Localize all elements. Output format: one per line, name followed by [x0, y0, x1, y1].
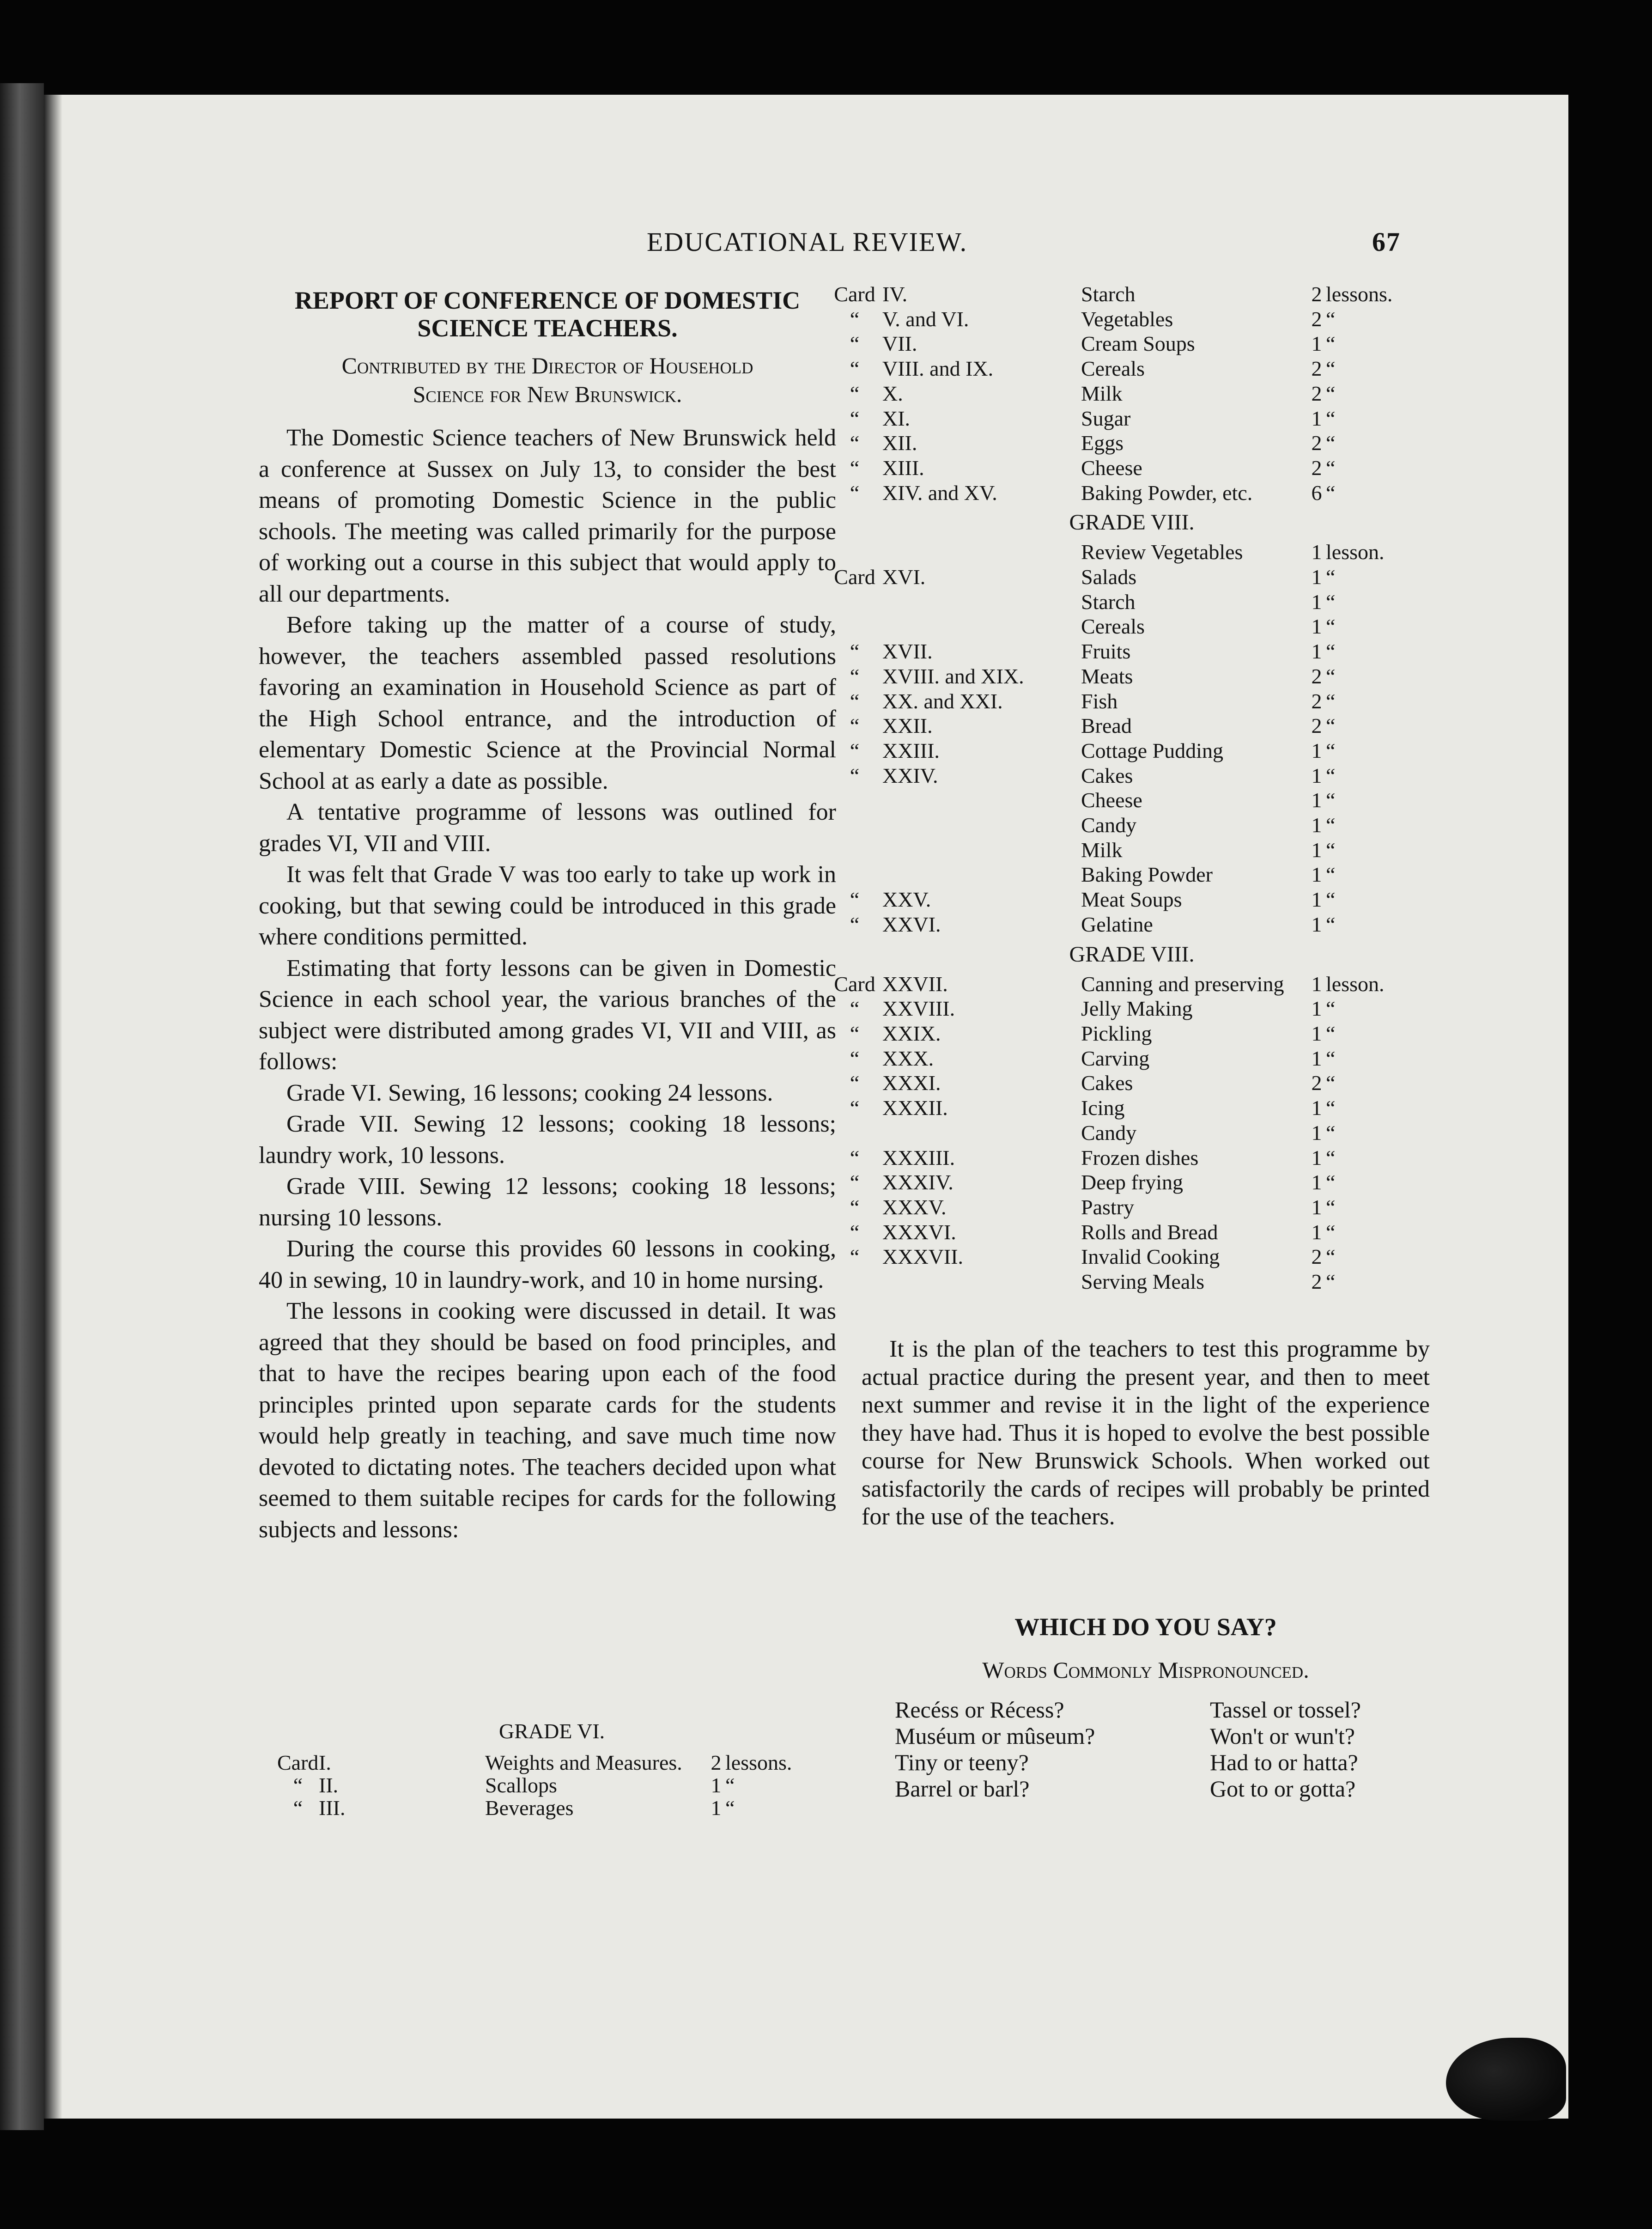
card-label: “	[850, 1046, 860, 1070]
card-label: “	[850, 997, 860, 1021]
table-row	[827, 887, 1391, 912]
lesson-count: 1	[1311, 997, 1322, 1021]
lesson-unit: “	[725, 1796, 735, 1820]
card-label: “	[850, 763, 860, 787]
lesson-count: 2	[1311, 307, 1322, 331]
word-pair: Won't or wun't?	[1210, 1723, 1355, 1749]
table-row	[827, 1195, 1391, 1220]
table-row	[827, 381, 1392, 406]
lesson-subject: Cereals	[1081, 615, 1145, 639]
lesson-count: 2	[711, 1751, 722, 1774]
lesson-count: 1	[1311, 763, 1322, 787]
lesson-subject: Meat Soups	[1081, 888, 1182, 912]
table-row	[827, 614, 1391, 639]
sidebar-title: WHICH DO YOU SAY?	[1014, 1613, 1277, 1641]
lesson-count: 1	[1311, 1121, 1322, 1145]
table-row	[827, 972, 1391, 997]
lesson-count: 1	[1311, 912, 1322, 936]
grade-viii-table-a	[827, 540, 1391, 937]
lesson-unit: “	[1326, 997, 1336, 1021]
lesson-unit: “	[1326, 714, 1336, 738]
right-column	[827, 282, 1437, 1294]
lesson-subject: Vegetables	[1081, 307, 1173, 331]
card-number	[882, 614, 1081, 639]
lesson-count: 1	[1311, 332, 1322, 356]
word-pair: Tassel or tossel?	[1210, 1696, 1361, 1723]
table-row	[827, 738, 1391, 763]
grade-vi-heading: GRADE VI.	[499, 1719, 605, 1743]
lesson-count: 2	[1311, 431, 1322, 455]
byline-line-1: Contributed by the Director of Household	[341, 353, 753, 378]
lesson-count: 1	[1311, 888, 1322, 912]
lesson-unit: “	[725, 1773, 735, 1797]
lesson-subject: Salads	[1081, 565, 1137, 589]
lesson-subject: Pastry	[1081, 1195, 1134, 1219]
running-title: EDUCATIONAL REVIEW.	[647, 227, 968, 257]
table-row	[827, 456, 1392, 481]
card-number: XVIII. and XIX.	[882, 664, 1024, 688]
word-pair: Got to or gotta?	[1210, 1775, 1356, 1802]
lesson-subject: Cheese	[1081, 456, 1142, 480]
page-number: 67	[1372, 227, 1401, 257]
table-row	[895, 1723, 1361, 1748]
lesson-subject: Invalid Cooking	[1081, 1245, 1220, 1269]
lesson-count: 2	[1311, 456, 1322, 480]
lesson-unit: “	[1326, 1195, 1336, 1219]
table-row	[827, 1244, 1391, 1269]
lesson-count: 1	[1311, 838, 1322, 862]
lesson-subject: Pickling	[1081, 1021, 1152, 1045]
table-row	[277, 1797, 792, 1819]
word-pair: Tiny or teeny?	[895, 1749, 1029, 1775]
lesson-subject: Jelly Making	[1081, 997, 1193, 1021]
paragraph: The Domestic Science teachers of New Brunswick held a conference at Sussex on July 13, to consider the best means of promoting Domestic Science in the public schools. The meeting was called primarily for the purpose of working out a course in this subject that would apply to all our departments.	[259, 425, 836, 607]
paragraph: During the course this provides 60 lessons in cooking, 40 in sewing, 10 in laundry-work, and 10 in home nursing.	[259, 1236, 836, 1293]
card-label	[827, 540, 882, 565]
lesson-unit: “	[1326, 912, 1336, 936]
card-label: Card	[277, 1751, 319, 1774]
table-row	[827, 565, 1391, 590]
card-number	[882, 788, 1081, 813]
lesson-count: 2	[1311, 1071, 1322, 1095]
lesson-unit: lessons.	[725, 1751, 792, 1774]
lesson-unit: “	[1326, 763, 1336, 787]
lesson-count: 1	[1311, 1170, 1322, 1194]
lesson-unit: “	[1326, 406, 1336, 430]
lesson-unit: “	[1326, 615, 1336, 639]
card-label: “	[850, 1170, 860, 1194]
lesson-unit: “	[1326, 431, 1336, 455]
article-title	[259, 286, 836, 342]
lesson-count: 2	[1311, 357, 1322, 381]
lesson-unit: “	[1326, 481, 1336, 505]
lesson-subject: Icing	[1081, 1096, 1125, 1120]
table-row	[827, 1121, 1391, 1145]
card-label: Card	[834, 972, 875, 996]
lesson-unit: “	[1326, 1121, 1336, 1145]
lesson-count: 1	[1311, 615, 1322, 639]
card-label	[827, 1121, 882, 1145]
lesson-subject: Gelatine	[1081, 912, 1153, 936]
card-label: “	[850, 357, 860, 381]
lesson-count: 1	[711, 1796, 722, 1820]
card-label: “	[850, 1145, 860, 1169]
paragraph: A tentative programme of lessons was outlined for grades VI, VII and VIII.	[259, 799, 836, 857]
article-title-line-1: REPORT OF CONFERENCE OF DOMESTIC	[294, 286, 801, 314]
grade-viii-heading: GRADE VIII.	[1069, 510, 1195, 535]
card-number: XXXI.	[882, 1071, 941, 1095]
card-label: “	[850, 1195, 860, 1219]
table-row	[827, 996, 1391, 1021]
paragraph: The lessons in cooking were discussed in detail. It was agreed that they should be based on food principles, and that to have the recipes bearing upon each of the food principles printed upon separate cards for the students would help greatly in teaching, and save much time now devoted to dictating notes. The teachers decided upon what seemed to them suitable recipes for cards for the following subjects and lessons:	[259, 1298, 836, 1543]
paragraph: It was felt that Grade V was too early to take up work in cooking, but that sewing could be introduced in this grade where conditions permitted.	[259, 861, 836, 950]
card-number	[882, 838, 1081, 863]
lesson-subject: Baking Powder, etc.	[1081, 481, 1253, 505]
lesson-unit: “	[1326, 1145, 1336, 1169]
lesson-count: 2	[1311, 664, 1322, 688]
card-label: “	[850, 888, 860, 912]
lesson-unit: “	[1326, 639, 1336, 664]
lesson-subject: Meats	[1081, 664, 1133, 688]
lesson-count: 1	[1311, 972, 1322, 996]
card-label: “	[850, 431, 860, 455]
lesson-subject: Candy	[1081, 813, 1137, 837]
card-number: XII.	[882, 431, 917, 455]
card-label	[827, 1269, 882, 1294]
lesson-count: 1	[1311, 813, 1322, 837]
card-label	[827, 862, 882, 887]
lesson-unit: “	[1326, 1270, 1336, 1294]
card-number	[882, 1121, 1081, 1145]
paragraph: Grade VI. Sewing, 16 lessons; cooking 24 lessons.	[286, 1079, 773, 1106]
lesson-subject: Sugar	[1081, 406, 1131, 430]
lesson-unit: “	[1326, 1245, 1336, 1269]
card-number: XXXV.	[882, 1195, 947, 1219]
card-number: II.	[319, 1773, 339, 1797]
table-row	[827, 356, 1392, 381]
grade-viii-heading-2: GRADE VIII.	[1069, 942, 1195, 967]
lesson-unit: lessons.	[1326, 282, 1393, 306]
card-label	[827, 590, 882, 615]
table-row	[827, 307, 1392, 332]
lesson-subject: Serving Meals	[1081, 1270, 1205, 1294]
table-row	[827, 1269, 1391, 1294]
card-number: III.	[319, 1796, 346, 1820]
lesson-subject: Deep frying	[1081, 1170, 1183, 1194]
paragraph: Estimating that forty lessons can be given in Domestic Science in each school year, the various branches of the subject were distributed among grades VI, VII and VIII, as follows:	[259, 955, 836, 1075]
word-pair: Recéss or Récess?	[895, 1696, 1064, 1723]
lesson-count: 2	[1311, 1245, 1322, 1269]
card-label: “	[293, 1773, 303, 1797]
table-row	[827, 282, 1392, 307]
lesson-count: 1	[1311, 1096, 1322, 1120]
lesson-unit: lesson.	[1326, 540, 1385, 564]
lesson-unit: “	[1326, 664, 1336, 688]
lesson-count: 1	[1311, 1195, 1322, 1219]
table-row	[827, 788, 1391, 813]
card-number: XX. and XXI.	[882, 689, 1003, 713]
lesson-subject: Fruits	[1081, 639, 1131, 664]
paragraph: Before taking up the matter of a course of study, however, the teachers assembled passed resolutions favoring an examination in Household Science as part of the High School entrance, and the introduction of elementary Domestic Science at the Provincial Normal School at as early a date as possible.	[259, 612, 836, 794]
card-number	[882, 540, 1081, 565]
lesson-subject: Baking Powder	[1081, 863, 1213, 887]
card-number: XXIV.	[882, 763, 938, 787]
card-number: XVI.	[882, 565, 926, 589]
lesson-subject: Starch	[1081, 590, 1136, 614]
lesson-count: 1	[1311, 406, 1322, 430]
card-number	[882, 590, 1081, 615]
card-number: XXVIII.	[882, 997, 955, 1021]
lesson-subject: Weights and Measures.	[485, 1751, 682, 1774]
table-row	[827, 1021, 1391, 1046]
card-label: Card	[834, 565, 875, 589]
card-number: XIV. and XV.	[882, 481, 997, 505]
card-label	[827, 838, 882, 863]
table-row	[895, 1749, 1361, 1775]
card-number: XXV.	[882, 888, 931, 912]
lesson-unit: “	[1326, 888, 1336, 912]
lesson-subject: Eggs	[1081, 431, 1124, 455]
card-number	[882, 813, 1081, 838]
card-number: VIII. and IX.	[882, 357, 994, 381]
lesson-unit: “	[1326, 788, 1336, 812]
card-label: “	[850, 381, 860, 405]
card-number: XXIX.	[882, 1021, 941, 1045]
lesson-unit: “	[1326, 738, 1336, 762]
lesson-unit: “	[1326, 590, 1336, 614]
card-number: XXXVII.	[882, 1245, 964, 1269]
table-row	[827, 1170, 1391, 1195]
lesson-count: 2	[1311, 1270, 1322, 1294]
lesson-count: 1	[1311, 1021, 1322, 1045]
lesson-count: 1	[1311, 738, 1322, 762]
table-row	[827, 1096, 1391, 1121]
lesson-subject: Milk	[1081, 381, 1123, 405]
card-label: “	[850, 456, 860, 480]
card-number: XXXII.	[882, 1096, 948, 1120]
book-spine	[0, 83, 44, 2130]
lesson-count: 1	[1311, 590, 1322, 614]
table-row	[827, 1046, 1391, 1071]
lesson-unit: “	[1326, 332, 1336, 356]
card-label: “	[293, 1796, 303, 1820]
card-number	[882, 1269, 1081, 1294]
table-row	[827, 838, 1391, 863]
lesson-subject: Rolls and Bread	[1081, 1220, 1218, 1244]
lesson-count: 2	[1311, 282, 1322, 306]
card-number: VII.	[882, 332, 917, 356]
card-number: XXXIII.	[882, 1145, 955, 1169]
card-label: “	[850, 714, 860, 738]
lesson-count: 1	[1311, 565, 1322, 589]
lesson-unit: “	[1326, 307, 1336, 331]
card-label: “	[850, 481, 860, 505]
lesson-count: 1	[1311, 1046, 1322, 1070]
lesson-count: 2	[1311, 714, 1322, 738]
lesson-unit: “	[1326, 689, 1336, 713]
lesson-count: 1	[1311, 1145, 1322, 1169]
table-row	[895, 1776, 1361, 1801]
word-pair: Muséum or mûseum?	[895, 1723, 1095, 1749]
card-label: “	[850, 664, 860, 688]
table-row	[277, 1751, 792, 1774]
card-number: XXII.	[882, 714, 933, 738]
lesson-unit: “	[1326, 1071, 1336, 1095]
lesson-count: 1	[1311, 788, 1322, 812]
lesson-subject: Cheese	[1081, 788, 1142, 812]
grade-vi-table	[277, 1751, 792, 1819]
card-label: “	[850, 639, 860, 664]
lesson-subject: Review Vegetables	[1081, 540, 1243, 564]
table-row	[827, 862, 1391, 887]
card-number: XXXVI.	[882, 1220, 956, 1244]
lesson-unit: “	[1326, 863, 1336, 887]
mispronounced-words-table	[894, 1696, 1362, 1802]
word-pair: Had to or hatta?	[1210, 1749, 1358, 1775]
lesson-subject: Cereals	[1081, 357, 1145, 381]
table-row	[827, 406, 1392, 431]
card-label: “	[850, 1220, 860, 1244]
lesson-unit: “	[1326, 1220, 1336, 1244]
card-label: “	[850, 332, 860, 356]
table-row	[827, 481, 1392, 505]
table-row	[827, 813, 1391, 838]
lesson-unit: “	[1326, 1170, 1336, 1194]
lesson-count: 2	[1311, 381, 1322, 405]
table-row	[827, 540, 1391, 565]
card-label: “	[850, 689, 860, 713]
lesson-count: 6	[1311, 481, 1322, 505]
lesson-subject: Fish	[1081, 689, 1118, 713]
table-row	[827, 689, 1391, 714]
card-label: “	[850, 406, 860, 430]
table-row	[827, 1145, 1391, 1170]
lesson-subject: Bread	[1081, 714, 1132, 738]
table-row	[827, 713, 1391, 738]
table-row	[827, 1071, 1391, 1096]
card-label: “	[850, 1245, 860, 1269]
card-label: “	[850, 1096, 860, 1120]
lesson-subject: Cakes	[1081, 1071, 1133, 1095]
card-number	[882, 862, 1081, 887]
table-row	[827, 763, 1391, 788]
table-row	[827, 431, 1392, 456]
lesson-subject: Cakes	[1081, 763, 1133, 787]
table-row	[827, 639, 1391, 664]
lesson-count: 2	[1311, 689, 1322, 713]
lesson-unit: “	[1326, 1096, 1336, 1120]
card-number: IV.	[882, 282, 908, 306]
card-number: XXX.	[882, 1046, 934, 1070]
card-label: “	[850, 307, 860, 331]
lesson-unit: “	[1326, 838, 1336, 862]
lesson-unit: “	[1326, 813, 1336, 837]
closing-paragraph: It is the plan of the teachers to test this programme by actual practice during the present year, and then to meet next summer and revise it in the light of the experience they have had. Thus it is hoped to evolve the best possible course for New Brunswick Schools. When worked out satisfactorily the cards of recipes will probably be printed for the use of the teachers.	[862, 1336, 1430, 1530]
lesson-subject: Canning and preserving	[1081, 972, 1284, 996]
card-label	[827, 614, 882, 639]
lesson-count: 1	[1311, 639, 1322, 664]
card-label	[827, 813, 882, 838]
lesson-count: 1	[711, 1773, 722, 1797]
card-label: “	[850, 1071, 860, 1095]
lesson-subject: Frozen dishes	[1081, 1145, 1199, 1169]
word-pair: Barrel or barl?	[895, 1775, 1030, 1802]
table-row	[827, 1220, 1391, 1245]
lesson-unit: “	[1326, 357, 1336, 381]
lesson-unit: “	[1326, 456, 1336, 480]
lesson-count: 1	[1311, 863, 1322, 887]
lesson-subject: Milk	[1081, 838, 1123, 862]
paragraph: Grade VII. Sewing 12 lessons; cooking 18 lessons; laundry work, 10 lessons.	[259, 1111, 836, 1169]
lesson-subject: Cream Soups	[1081, 332, 1195, 356]
card-number: XIII.	[882, 456, 924, 480]
card-number: X.	[882, 381, 903, 405]
paragraph: Grade VIII. Sewing 12 lessons; cooking 18 lessons; nursing 10 lessons.	[259, 1173, 836, 1231]
card-label: “	[850, 1021, 860, 1045]
table-row	[827, 590, 1391, 615]
card-number: XXXIV.	[882, 1170, 954, 1194]
table-row	[827, 664, 1391, 689]
grade-vii-continued-table	[827, 282, 1392, 505]
gutter-shadow	[44, 95, 62, 2119]
lesson-subject: Scallops	[485, 1773, 557, 1797]
lesson-count: 1	[1311, 1220, 1322, 1244]
card-number: XXIII.	[882, 738, 940, 762]
card-number: XXVII.	[882, 972, 948, 996]
sidebar-subtitle: Words Commonly Mispronounced.	[982, 1657, 1309, 1683]
lesson-count: 1	[1311, 540, 1322, 564]
lesson-unit: “	[1326, 1046, 1336, 1070]
lesson-unit: lesson.	[1326, 972, 1385, 996]
table-row	[277, 1774, 792, 1797]
card-number: XXVI.	[882, 912, 941, 936]
left-column	[259, 286, 836, 1545]
byline-line-2: Science for New Brunswick.	[413, 381, 682, 407]
card-number: XI.	[882, 406, 911, 430]
card-number: V. and VI.	[882, 307, 969, 331]
card-number: XVII.	[882, 639, 933, 664]
lesson-subject: Candy	[1081, 1121, 1137, 1145]
lesson-subject: Cottage Pudding	[1081, 738, 1223, 762]
lesson-unit: “	[1326, 565, 1336, 589]
lesson-subject: Beverages	[485, 1796, 574, 1820]
table-row	[827, 331, 1392, 356]
card-number: I.	[319, 1751, 331, 1774]
lesson-subject: Starch	[1081, 282, 1136, 306]
lesson-unit: “	[1326, 1021, 1336, 1045]
article-byline	[259, 351, 836, 408]
article-title-line-2: SCIENCE TEACHERS.	[417, 314, 678, 342]
grade-viii-table-b	[827, 972, 1391, 1294]
card-label	[827, 788, 882, 813]
card-label: Card	[834, 282, 875, 306]
table-row	[827, 912, 1391, 937]
card-label: “	[850, 912, 860, 936]
lesson-subject: Carving	[1081, 1046, 1150, 1070]
lesson-unit: “	[1326, 381, 1336, 405]
table-row	[895, 1697, 1361, 1722]
card-label: “	[850, 738, 860, 762]
